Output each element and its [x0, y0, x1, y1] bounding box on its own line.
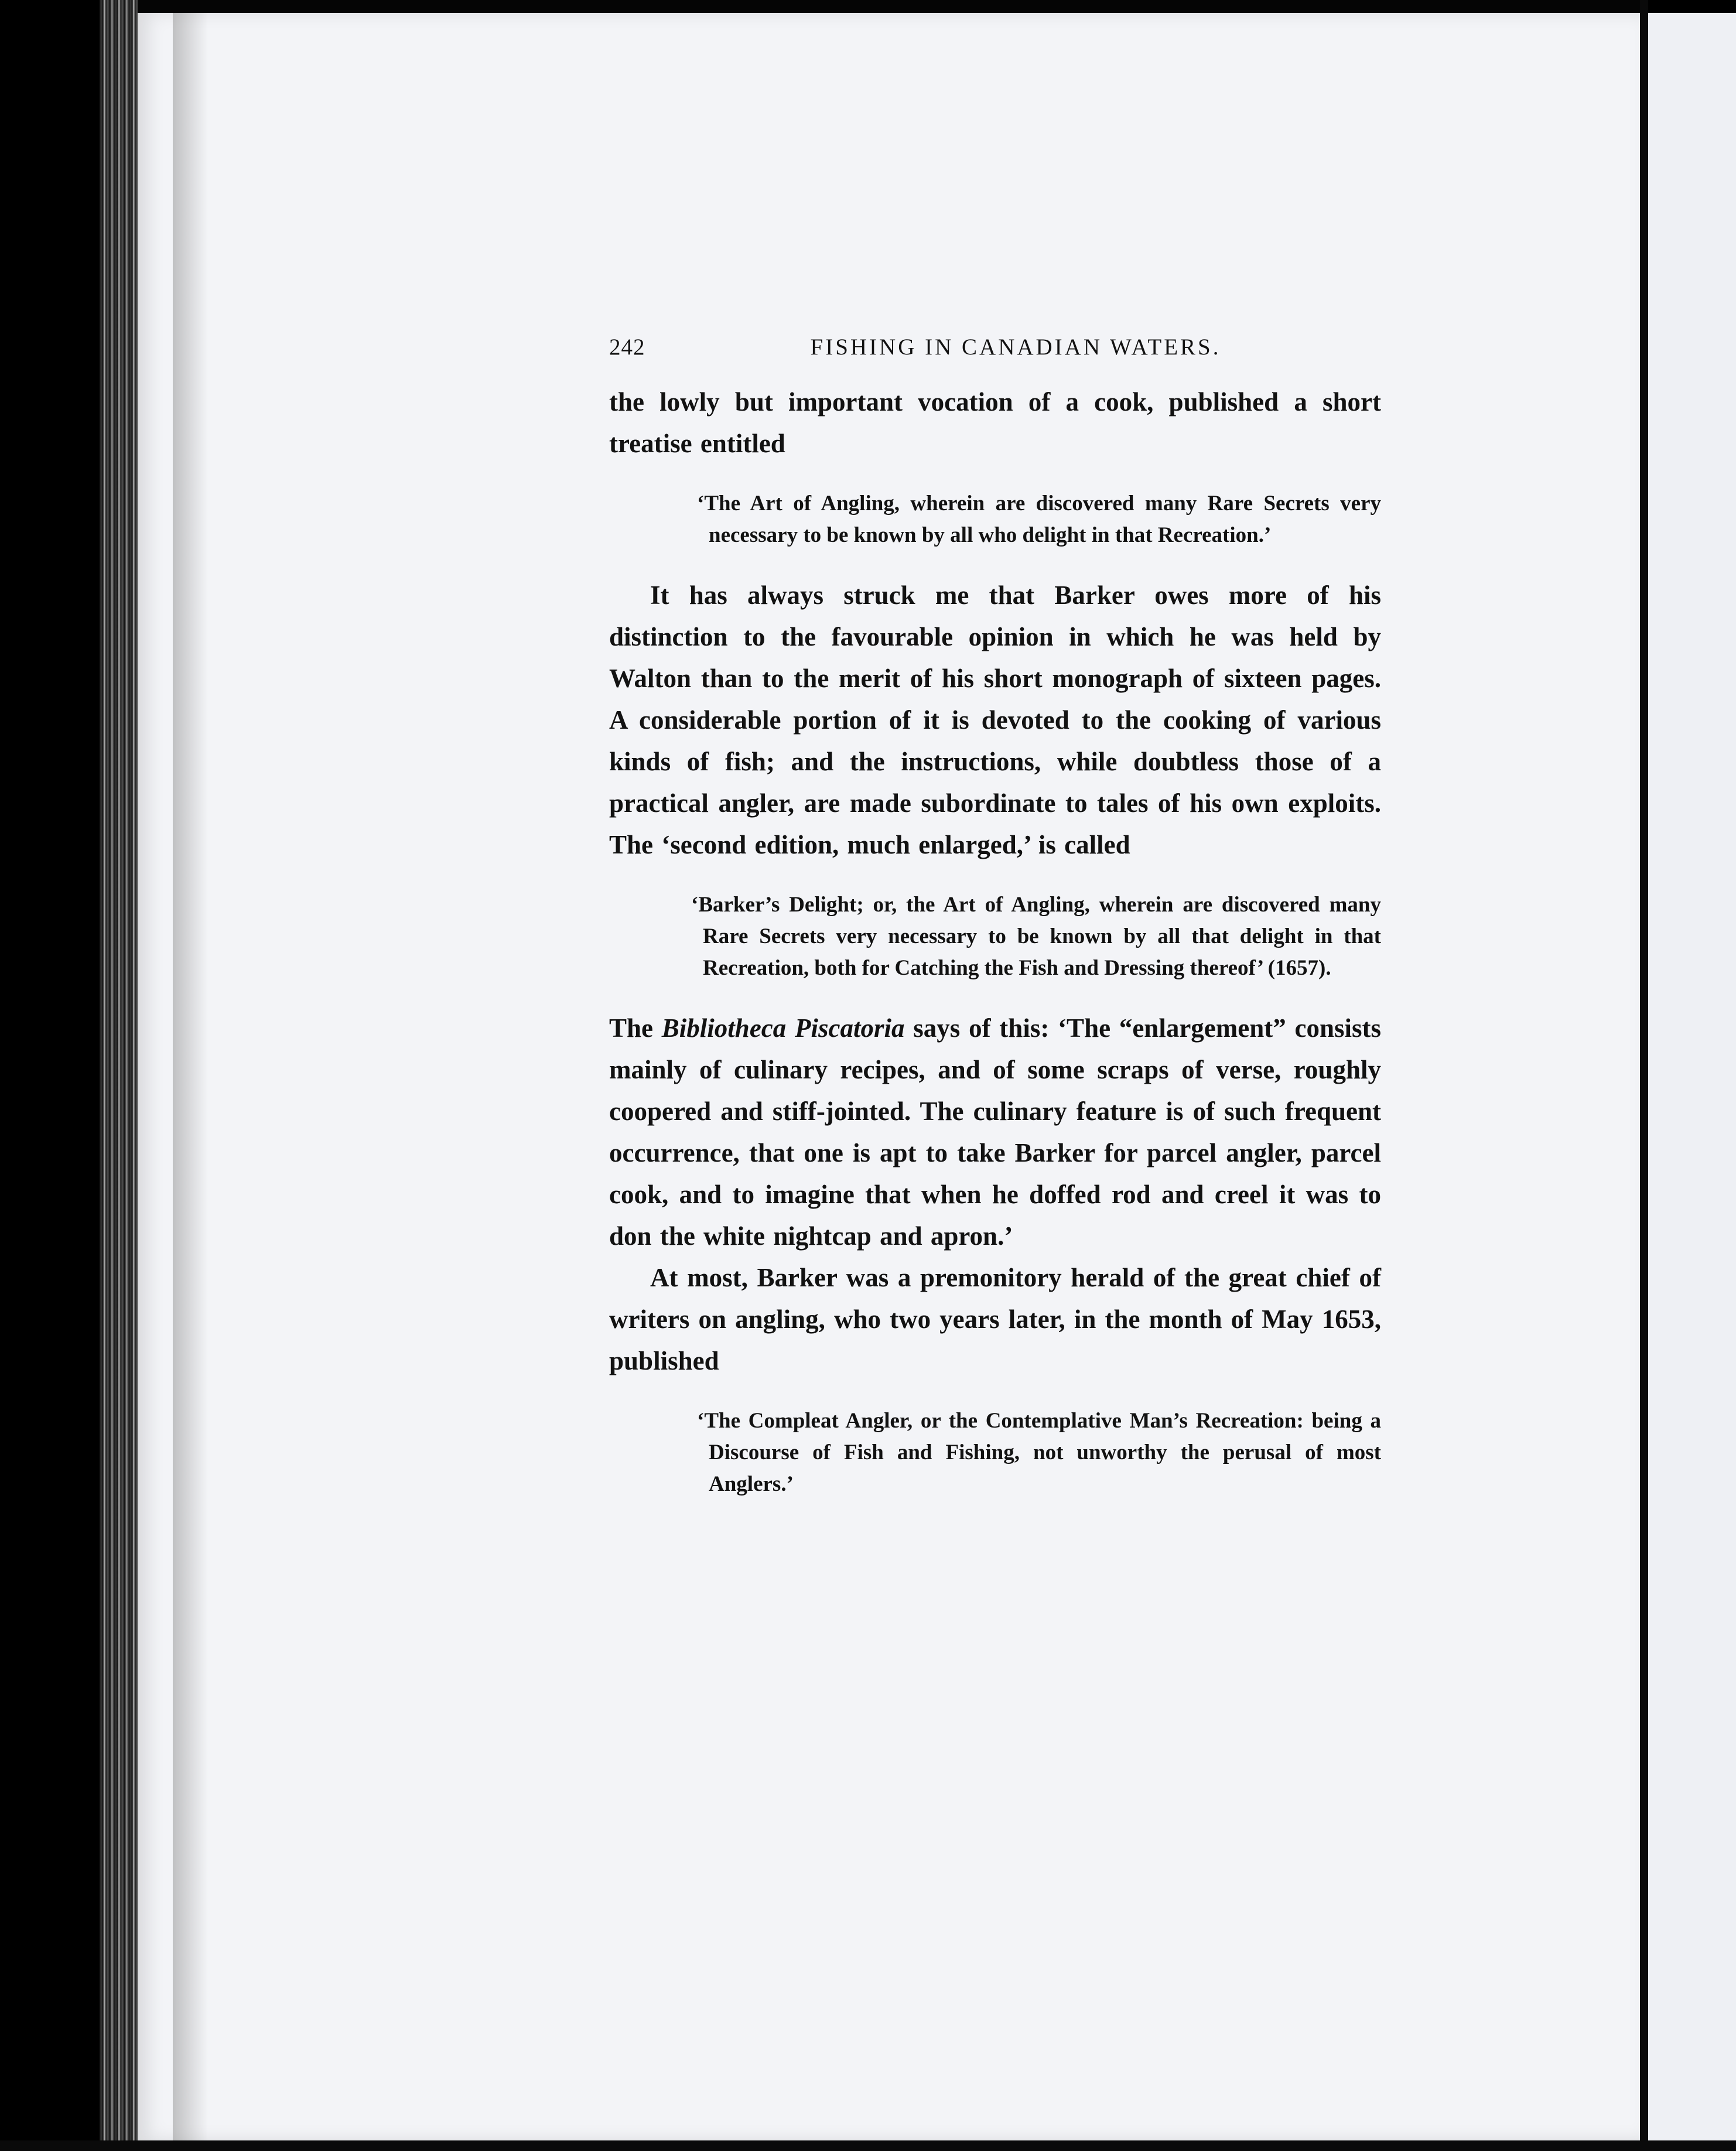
paragraph [609, 1008, 1381, 1257]
text-block [609, 334, 1381, 1500]
paragraph-lead: The [609, 1013, 654, 1043]
book-title: Bibliotheca Piscatoria [661, 1013, 905, 1043]
paragraph: the lowly but important vocation of a cook, published a short treatise entitled [609, 387, 1381, 458]
gutter-shadow [173, 13, 208, 2140]
block-quote: ‘The Compleat Angler, or the Contemplative Man’s Recreation: being a Discourse of Fish and Fishing, not unworthy the perusal of most Anglers.’ [697, 1409, 1381, 1496]
running-title: FISHING IN CANADIAN WATERS. [810, 334, 1221, 360]
running-head [609, 334, 1381, 360]
top-edge [138, 0, 1640, 13]
next-page-edge [1648, 13, 1736, 2140]
bottom-edge [0, 2140, 1736, 2151]
paragraph: It has always struck me that Barker owes more of his distinction to the favourable opinion in which he was held by Walton than to the merit of his short monograph of sixteen pages. A considerable portion of it is devoted to the cooking of various kinds of fish; and the instructions, while doubtless those of a practical angler, are made subordinate to tales of his own exploits. The ‘second edition, much enlarged,’ is called [609, 581, 1381, 859]
block-quote: ‘The Art of Angling, wherein are discovered many Rare Secrets very necessary to be known by all who delight in that Recreation.’ [697, 491, 1381, 547]
page-number: 242 [609, 334, 645, 360]
page-divider [1640, 0, 1648, 2151]
paragraph-text: says of this: ‘The “enlargement” consists mainly of culinary recipes, and of some scraps of verse, roughly coopered and stiff-jointed. The culinary feature is of such frequent occurrence, that one is apt to take Barker for parcel angler, parcel cook, and to imagine that when he doffed rod and creel it was to don the white nightcap and apron.’ [609, 1013, 1382, 1251]
block-quote: ‘Barker’s Delight; or, the Art of Angling, wherein are discovered many Rare Secrets very necessary to be known by all that delight in that Recreation, both for Catching the Fish and Dressing thereof’ (1657). [691, 893, 1381, 980]
paragraph: At most, Barker was a premonitory herald of the great chief of writers on angling, who two years later, in the month of May 1653, published [609, 1263, 1381, 1375]
